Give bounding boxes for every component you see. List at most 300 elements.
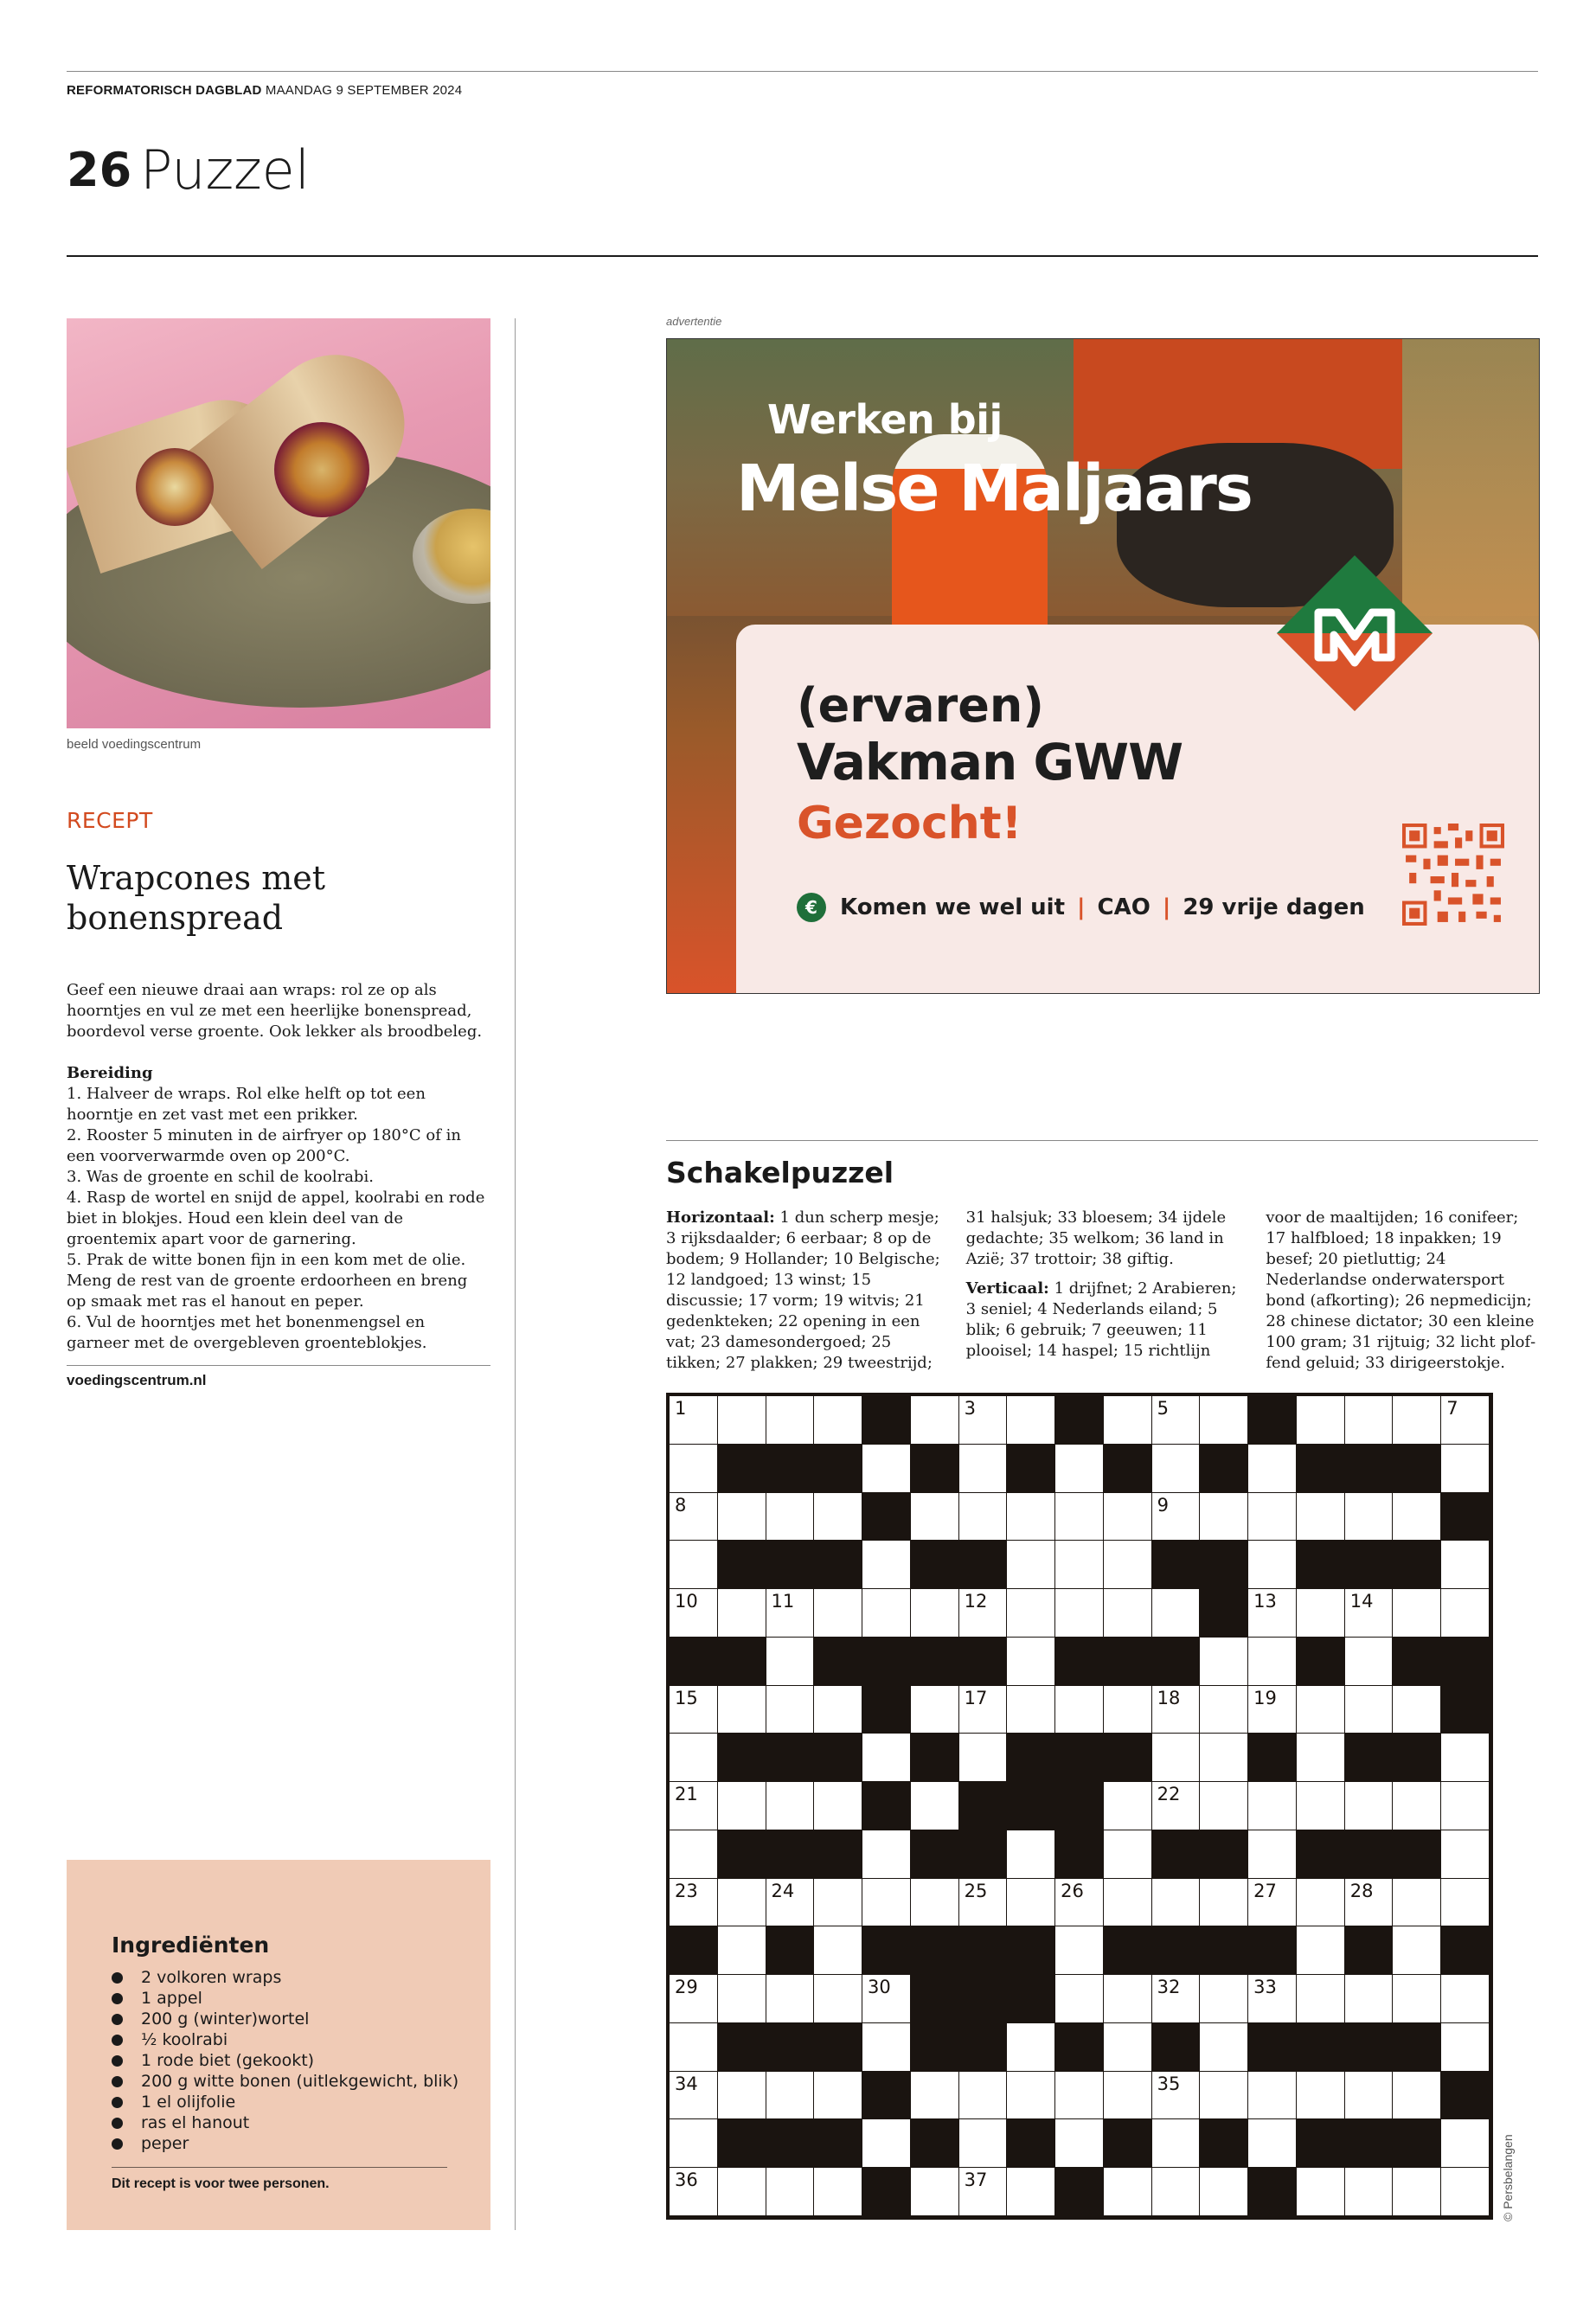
grid-black-cell <box>1297 2119 1345 2168</box>
grid-cell[interactable] <box>718 1975 766 2023</box>
grid-black-cell <box>862 1396 911 1445</box>
grid-cell[interactable] <box>1441 1782 1490 1830</box>
grid-cell[interactable] <box>1297 1493 1345 1541</box>
job-advertisement[interactable] <box>666 338 1540 994</box>
grid-black-cell <box>814 1734 862 1782</box>
grid-cell[interactable] <box>1055 1686 1104 1734</box>
grid-cell[interactable] <box>1345 2072 1394 2120</box>
grid-black-cell <box>1297 1830 1345 1879</box>
grid-cell[interactable] <box>1152 2072 1201 2120</box>
grid-cell[interactable] <box>1248 1493 1297 1541</box>
grid-cell[interactable] <box>1441 1589 1490 1638</box>
grid-cell[interactable] <box>814 1686 862 1734</box>
grid-cell[interactable] <box>1104 2023 1152 2072</box>
grid-cell[interactable] <box>1104 1589 1152 1638</box>
grid-black-cell <box>959 1638 1008 1686</box>
grid-black-cell <box>718 1830 766 1879</box>
grid-cell[interactable] <box>959 2119 1008 2168</box>
clue-number: 12 <box>964 1591 988 1612</box>
grid-black-cell <box>911 1975 959 2023</box>
grid-black-cell <box>814 1830 862 1879</box>
photo-caption: beeld voedingscentrum <box>67 737 202 752</box>
grid-cell[interactable] <box>814 1926 862 1975</box>
clue-number: 5 <box>1157 1398 1170 1419</box>
grid-cell[interactable] <box>1248 2119 1297 2168</box>
grid-cell[interactable] <box>1345 1782 1394 1830</box>
ingredients-title: Ingrediënten <box>112 1932 270 1958</box>
grid-cell[interactable] <box>959 1734 1008 1782</box>
grid-cell[interactable] <box>1393 1396 1441 1445</box>
grid-cell[interactable] <box>1441 1541 1490 1589</box>
grid-cell[interactable] <box>1007 1638 1055 1686</box>
grid-cell[interactable] <box>1248 1445 1297 1493</box>
grid-black-cell <box>1200 1830 1248 1879</box>
company-logo <box>1277 555 1433 711</box>
grid-cell[interactable] <box>1393 1975 1441 2023</box>
grid-cell[interactable] <box>670 1686 718 1734</box>
grid-cell[interactable] <box>670 2119 718 2168</box>
grid-cell[interactable] <box>1152 1782 1201 1830</box>
grid-cell[interactable] <box>1345 1638 1394 1686</box>
grid-cell[interactable] <box>1200 1879 1248 1927</box>
grid-black-cell <box>911 1541 959 1589</box>
grid-cell[interactable] <box>1297 2168 1345 2216</box>
ad-card-line3: Gezocht! <box>797 798 1022 849</box>
puzzle-clues <box>666 1208 1540 1374</box>
grid-black-cell <box>814 2119 862 2168</box>
grid-cell[interactable] <box>718 2168 766 2216</box>
grid-black-cell <box>1152 1830 1201 1879</box>
ingredients-list <box>112 1967 458 2154</box>
grid-cell[interactable] <box>959 1686 1008 1734</box>
clue-number: 26 <box>1061 1880 1084 1901</box>
grid-cell[interactable] <box>1007 1830 1055 1879</box>
grid-cell[interactable] <box>1297 1975 1345 2023</box>
clue-number: 30 <box>868 1977 891 1998</box>
grid-black-cell <box>1441 1493 1490 1541</box>
grid-cell[interactable] <box>1055 1975 1104 2023</box>
grid-cell[interactable] <box>766 1879 815 1927</box>
grid-cell[interactable] <box>1441 2023 1490 2072</box>
clue-number: 14 <box>1349 1591 1374 1612</box>
grid-cell[interactable] <box>1152 2119 1201 2168</box>
grid-black-cell <box>1441 1926 1490 1975</box>
grid-cell[interactable] <box>1200 1975 1248 2023</box>
grid-cell[interactable] <box>1152 1396 1201 1445</box>
grid-cell[interactable] <box>1248 2072 1297 2120</box>
grid-cell[interactable] <box>959 1879 1008 1927</box>
clue-number: 17 <box>964 1687 988 1708</box>
clue-number: 32 <box>1157 1977 1181 1998</box>
grid-black-cell <box>1200 1589 1248 1638</box>
grid-black-cell <box>1007 2119 1055 2168</box>
grid-black-cell <box>1345 1926 1394 1975</box>
grid-cell[interactable] <box>862 1445 911 1493</box>
grid-black-cell <box>1248 2168 1297 2216</box>
grid-cell[interactable] <box>1104 1975 1152 2023</box>
grid-cell[interactable] <box>1441 1975 1490 2023</box>
grid-black-cell <box>718 2023 766 2072</box>
grid-cell[interactable] <box>1393 1493 1441 1541</box>
grid-cell[interactable] <box>959 2168 1008 2216</box>
grid-cell[interactable] <box>911 1396 959 1445</box>
grid-cell[interactable] <box>1104 1493 1152 1541</box>
grid-cell[interactable] <box>1200 2023 1248 2072</box>
grid-cell[interactable] <box>1055 1879 1104 1927</box>
grid-black-cell <box>718 1445 766 1493</box>
grid-cell[interactable] <box>1152 1734 1201 1782</box>
puzzle-title: Schakelpuzzel <box>666 1156 894 1189</box>
clue-number: 10 <box>675 1591 698 1612</box>
grid-cell[interactable] <box>1441 1734 1490 1782</box>
grid-cell[interactable] <box>718 2072 766 2120</box>
grid-black-cell <box>1104 1445 1152 1493</box>
grid-cell[interactable] <box>1007 1879 1055 1927</box>
grid-black-cell <box>959 1541 1008 1589</box>
grid-cell[interactable] <box>1297 1879 1345 1927</box>
grid-black-cell <box>1297 2023 1345 2072</box>
grid-cell[interactable] <box>1297 1926 1345 1975</box>
grid-cell[interactable] <box>766 1396 815 1445</box>
grid-cell[interactable] <box>670 2168 718 2216</box>
grid-cell[interactable] <box>862 1734 911 1782</box>
grid-cell[interactable] <box>814 1589 862 1638</box>
clue-number: 13 <box>1253 1591 1277 1612</box>
clue-number: 24 <box>771 1880 795 1901</box>
grid-cell[interactable] <box>1007 2168 1055 2216</box>
grid-cell[interactable] <box>1248 1541 1297 1589</box>
grid-cell[interactable] <box>1248 1879 1297 1927</box>
grid-cell[interactable] <box>862 1541 911 1589</box>
grid-black-cell <box>1055 2168 1104 2216</box>
grid-cell[interactable] <box>1104 2168 1152 2216</box>
grid-cell[interactable] <box>1393 1686 1441 1734</box>
grid-black-cell <box>862 1782 911 1830</box>
grid-cell[interactable] <box>718 1589 766 1638</box>
grid-cell[interactable] <box>1104 1830 1152 1879</box>
grid-cell[interactable] <box>670 1589 718 1638</box>
grid-cell[interactable] <box>1055 1926 1104 1975</box>
paper-name: REFORMATORISCH DAGBLAD <box>67 83 262 98</box>
grid-cell[interactable] <box>1393 1589 1441 1638</box>
grid-cell[interactable] <box>1345 1493 1394 1541</box>
grid-black-cell <box>862 1638 911 1686</box>
grid-cell[interactable] <box>718 1879 766 1927</box>
clue-number: 29 <box>675 1977 698 1998</box>
clue-number: 1 <box>675 1398 687 1419</box>
grid-cell[interactable] <box>670 1734 718 1782</box>
grid-cell[interactable] <box>1345 1686 1394 1734</box>
grid-cell[interactable] <box>1200 1734 1248 1782</box>
grid-cell[interactable] <box>1200 1396 1248 1445</box>
grid-cell[interactable] <box>911 1589 959 1638</box>
grid-cell[interactable] <box>1441 1879 1490 1927</box>
grid-cell[interactable] <box>911 1493 959 1541</box>
grid-cell[interactable] <box>911 2168 959 2216</box>
grid-black-cell <box>1297 1541 1345 1589</box>
grid-cell[interactable] <box>1104 1879 1152 1927</box>
grid-cell[interactable] <box>1055 2119 1104 2168</box>
grid-cell[interactable] <box>1248 1975 1297 2023</box>
grid-cell[interactable] <box>1152 1589 1201 1638</box>
grid-cell[interactable] <box>814 1493 862 1541</box>
grid-black-cell <box>670 1926 718 1975</box>
grid-cell[interactable] <box>814 2072 862 2120</box>
grid-cell[interactable] <box>1007 1493 1055 1541</box>
grid-cell[interactable] <box>1248 1589 1297 1638</box>
grid-cell[interactable] <box>1007 2023 1055 2072</box>
grid-cell[interactable] <box>1248 1638 1297 1686</box>
clue-number: 25 <box>964 1880 988 1901</box>
ingredients-divider <box>112 2167 447 2168</box>
grid-cell[interactable] <box>1441 1445 1490 1493</box>
grid-black-cell <box>862 2072 911 2120</box>
grid-cell[interactable] <box>670 1879 718 1927</box>
grid-cell[interactable] <box>670 1830 718 1879</box>
qr-code-icon[interactable] <box>1402 824 1504 926</box>
crossword-grid[interactable] <box>666 1393 1493 2220</box>
grid-cell[interactable] <box>670 1396 718 1445</box>
grid-cell[interactable] <box>862 1830 911 1879</box>
grid-cell[interactable] <box>1441 1830 1490 1879</box>
grid-black-cell <box>1007 1445 1055 1493</box>
grid-black-cell <box>766 1445 815 1493</box>
clue-number: 19 <box>1253 1687 1277 1708</box>
grid-cell[interactable] <box>1007 1589 1055 1638</box>
grid-cell[interactable] <box>1393 1879 1441 1927</box>
grid-cell[interactable] <box>1248 1782 1297 1830</box>
grid-black-cell <box>1441 2072 1490 2120</box>
grid-black-cell <box>911 2023 959 2072</box>
grid-cell[interactable] <box>1248 1830 1297 1879</box>
grid-cell[interactable] <box>1104 1686 1152 1734</box>
perk-item: 29 vrije dagen <box>1183 894 1365 920</box>
grid-cell[interactable] <box>670 2023 718 2072</box>
grid-cell[interactable] <box>959 1589 1008 1638</box>
issue-date: MAANDAG 9 SEPTEMBER 2024 <box>265 83 463 98</box>
clue-number: 18 <box>1157 1687 1181 1708</box>
clue-number: 33 <box>1253 1977 1277 1998</box>
ingredient-item: 1 el olijfolie <box>112 2092 458 2112</box>
grid-cell[interactable] <box>1104 1396 1152 1445</box>
grid-black-cell <box>1441 1638 1490 1686</box>
grid-black-cell <box>766 1734 815 1782</box>
grid-cell[interactable] <box>862 1879 911 1927</box>
vertical-clues: Verticaal: 1 drijfnet; 2 Arabieren; 3 seniel; 4 Nederlands eiland; 5 blik; 6 gebruik; 7 geeuwen; 11 plooisel; 14 haspel; 15 richtlijn voor de maaltijden; 16 conifeer; 17 halfbloed; 18 inpakken; 19 besef; 20 pietluttig; 24 Nederlandse onderwatersport bond (afkorting); 26 nepmedicijn; 28 chinese dictator; 30 een kleine 100 gram; 31 rijtuig; 32 licht ploffend geluid; 33 dirigeerstokje. <box>965 1208 1536 1372</box>
ingredients-box <box>67 1860 490 2230</box>
grid-cell[interactable] <box>911 1879 959 1927</box>
grid-cell[interactable] <box>1297 2072 1345 2120</box>
grid-cell[interactable] <box>1055 1541 1104 1589</box>
grid-cell[interactable] <box>1297 1396 1345 1445</box>
grid-cell[interactable] <box>1055 1589 1104 1638</box>
grid-cell[interactable] <box>1345 2168 1394 2216</box>
clue-number: 23 <box>675 1880 698 1901</box>
grid-cell[interactable] <box>1104 2072 1152 2120</box>
grid-cell[interactable] <box>1152 1879 1201 1927</box>
grid-black-cell <box>1104 1734 1152 1782</box>
puzzle-rule <box>666 1140 1538 1141</box>
grid-black-cell <box>814 1445 862 1493</box>
recipe-method <box>67 1063 490 1354</box>
grid-cell[interactable] <box>911 1686 959 1734</box>
clue-number: 15 <box>675 1687 698 1708</box>
grid-cell[interactable] <box>1345 1975 1394 2023</box>
grid-black-cell <box>1297 1445 1345 1493</box>
grid-cell[interactable] <box>862 1975 911 2023</box>
grid-cell[interactable] <box>1200 1493 1248 1541</box>
grid-cell[interactable] <box>1007 1686 1055 1734</box>
grid-cell[interactable] <box>670 1541 718 1589</box>
grid-cell[interactable] <box>670 1445 718 1493</box>
grid-cell[interactable] <box>814 1975 862 2023</box>
recipe-photo <box>67 318 490 728</box>
grid-cell[interactable] <box>911 1782 959 1830</box>
grid-cell[interactable] <box>766 2168 815 2216</box>
grid-cell[interactable] <box>766 1638 815 1686</box>
method-step: 2. Rooster 5 minuten in de airfryer op 180°C of in een voorverwarmde oven op 200°C. <box>67 1126 461 1165</box>
ad-card-line2: Vakman GWW <box>797 733 1183 792</box>
grid-black-cell <box>1393 1541 1441 1589</box>
grid-black-cell <box>911 2119 959 2168</box>
ad-card-line1: (ervaren) <box>797 678 1044 733</box>
method-heading: Bereiding <box>67 1064 153 1082</box>
horizontal-clues: Horizontaal: 1 dun scherp mesje; 3 rijksdaalder; 6 eerbaar; 8 op de bodem; 9 Hollander; 10 Belgische; 12 landgoed; 13 winst; 15 discussie; 17 vorm; 19 witvis; 21 gedenkteken; 22 opening in een vat; 23 damesondergoed; 25 tikken; 27 plakken; 29 tweestrijd; 31 halsjuk; 33 bloesem; 34 ijdele gedachte; 35 welkom; 36 land in Azië; 37 trottoir; 38 giftig. <box>666 1208 1227 1372</box>
grid-cell[interactable] <box>718 1396 766 1445</box>
grid-cell[interactable] <box>1393 2072 1441 2120</box>
grid-cell[interactable] <box>670 2072 718 2120</box>
grid-cell[interactable] <box>1200 1638 1248 1686</box>
grid-cell[interactable] <box>814 1396 862 1445</box>
grid-black-cell <box>1345 1734 1394 1782</box>
grid-cell[interactable] <box>1007 1541 1055 1589</box>
grid-cell[interactable] <box>670 1975 718 2023</box>
recipe-kicker: RECEPT <box>67 808 153 833</box>
grid-black-cell <box>814 1541 862 1589</box>
grid-cell[interactable] <box>766 1975 815 2023</box>
grid-black-cell <box>1007 1926 1055 1975</box>
grid-cell[interactable] <box>1200 2072 1248 2120</box>
grid-black-cell <box>718 1541 766 1589</box>
grid-cell[interactable] <box>1441 2168 1490 2216</box>
grid-cell[interactable] <box>1104 1782 1152 1830</box>
grid-cell[interactable] <box>766 2072 815 2120</box>
grid-cell[interactable] <box>1297 1782 1345 1830</box>
grid-cell[interactable] <box>814 2168 862 2216</box>
grid-cell[interactable] <box>766 1686 815 1734</box>
grid-cell[interactable] <box>1055 2072 1104 2120</box>
grid-cell[interactable] <box>862 2023 911 2072</box>
grid-black-cell <box>1441 1686 1490 1734</box>
grid-cell[interactable] <box>718 1686 766 1734</box>
grid-black-cell <box>911 1638 959 1686</box>
grid-cell[interactable] <box>1055 1493 1104 1541</box>
grid-black-cell <box>1055 1782 1104 1830</box>
grid-cell[interactable] <box>814 1879 862 1927</box>
grid-cell[interactable] <box>766 1493 815 1541</box>
grid-black-cell <box>1007 1975 1055 2023</box>
grid-cell[interactable] <box>1345 1396 1394 1445</box>
grid-cell[interactable] <box>1200 1686 1248 1734</box>
ad-company-name: Melse Maljaars <box>736 452 1252 526</box>
grid-cell[interactable] <box>959 2072 1008 2120</box>
grid-cell[interactable] <box>1007 1396 1055 1445</box>
grid-black-cell <box>1200 1926 1248 1975</box>
method-step: 6. Vul de hoorntjes met het bonenmengsel en garneer met de overgebleven groenteblokjes. <box>67 1313 427 1352</box>
grid-cell[interactable] <box>1104 1541 1152 1589</box>
clue-number: 8 <box>675 1494 687 1516</box>
grid-cell[interactable] <box>670 1493 718 1541</box>
grid-cell[interactable] <box>814 1782 862 1830</box>
ingredient-item: 2 volkoren wraps <box>112 1967 458 1988</box>
grid-cell[interactable] <box>959 1396 1008 1445</box>
grid-cell[interactable] <box>959 1493 1008 1541</box>
method-step: 1. Halveer de wraps. Rol elke helft op tot een hoorntje en zet vast met een prikker. <box>67 1085 426 1124</box>
grid-black-cell <box>1393 2119 1441 2168</box>
ingredient-item: peper <box>112 2133 458 2154</box>
grid-cell[interactable] <box>1393 2168 1441 2216</box>
clue-number: 7 <box>1446 1398 1458 1419</box>
grid-cell[interactable] <box>766 1782 815 1830</box>
grid-cell[interactable] <box>1393 1782 1441 1830</box>
clue-number: 37 <box>964 2170 988 2191</box>
clue-number: 34 <box>675 2073 698 2094</box>
grid-cell[interactable] <box>718 1493 766 1541</box>
grid-black-cell <box>766 2119 815 2168</box>
grid-cell[interactable] <box>1152 1445 1201 1493</box>
grid-cell[interactable] <box>1297 1734 1345 1782</box>
grid-black-cell <box>1393 1830 1441 1879</box>
grid-cell[interactable] <box>1345 1589 1394 1638</box>
recipe-intro: Geef een nieuwe draai aan wraps: rol ze op als hoorntjes en vul ze met een heerlijke bonenspread, boordevol verse groente. Ook lekker als broodbeleg. <box>67 981 483 1041</box>
grid-cell[interactable] <box>1297 1686 1345 1734</box>
grid-cell[interactable] <box>1055 1445 1104 1493</box>
grid-cell[interactable] <box>670 1782 718 1830</box>
grid-cell[interactable] <box>1152 1493 1201 1541</box>
grid-cell[interactable] <box>1345 1879 1394 1927</box>
grid-black-cell <box>1200 2119 1248 2168</box>
grid-black-cell <box>766 1830 815 1879</box>
grid-cell[interactable] <box>718 1926 766 1975</box>
grid-cell[interactable] <box>1200 2168 1248 2216</box>
grid-cell[interactable] <box>1200 1782 1248 1830</box>
recipe-source-link[interactable]: voedingscentrum.nl <box>67 1372 207 1388</box>
grid-cell[interactable] <box>766 1589 815 1638</box>
site-rule <box>67 1365 490 1366</box>
top-rule <box>67 71 1538 72</box>
grid-cell[interactable] <box>1152 1975 1201 2023</box>
grid-black-cell <box>959 2023 1008 2072</box>
clue-number: 36 <box>675 2170 698 2191</box>
grid-cell[interactable] <box>1441 2119 1490 2168</box>
grid-cell[interactable] <box>862 2119 911 2168</box>
grid-cell[interactable] <box>1152 2168 1201 2216</box>
grid-cell[interactable] <box>862 1589 911 1638</box>
grid-cell[interactable] <box>1152 1686 1201 1734</box>
copyright: © Persbelangen <box>1501 2134 1515 2221</box>
grid-cell[interactable] <box>959 1445 1008 1493</box>
grid-cell[interactable] <box>1248 1686 1297 1734</box>
grid-cell[interactable] <box>718 1782 766 1830</box>
clue-number: 9 <box>1157 1494 1170 1516</box>
grid-black-cell <box>1248 1396 1297 1445</box>
grid-cell[interactable] <box>1441 1396 1490 1445</box>
grid-cell[interactable] <box>1297 1589 1345 1638</box>
column-divider <box>515 318 516 2230</box>
grid-cell[interactable] <box>1007 2072 1055 2120</box>
grid-cell[interactable] <box>911 2072 959 2120</box>
grid-cell[interactable] <box>1393 1926 1441 1975</box>
